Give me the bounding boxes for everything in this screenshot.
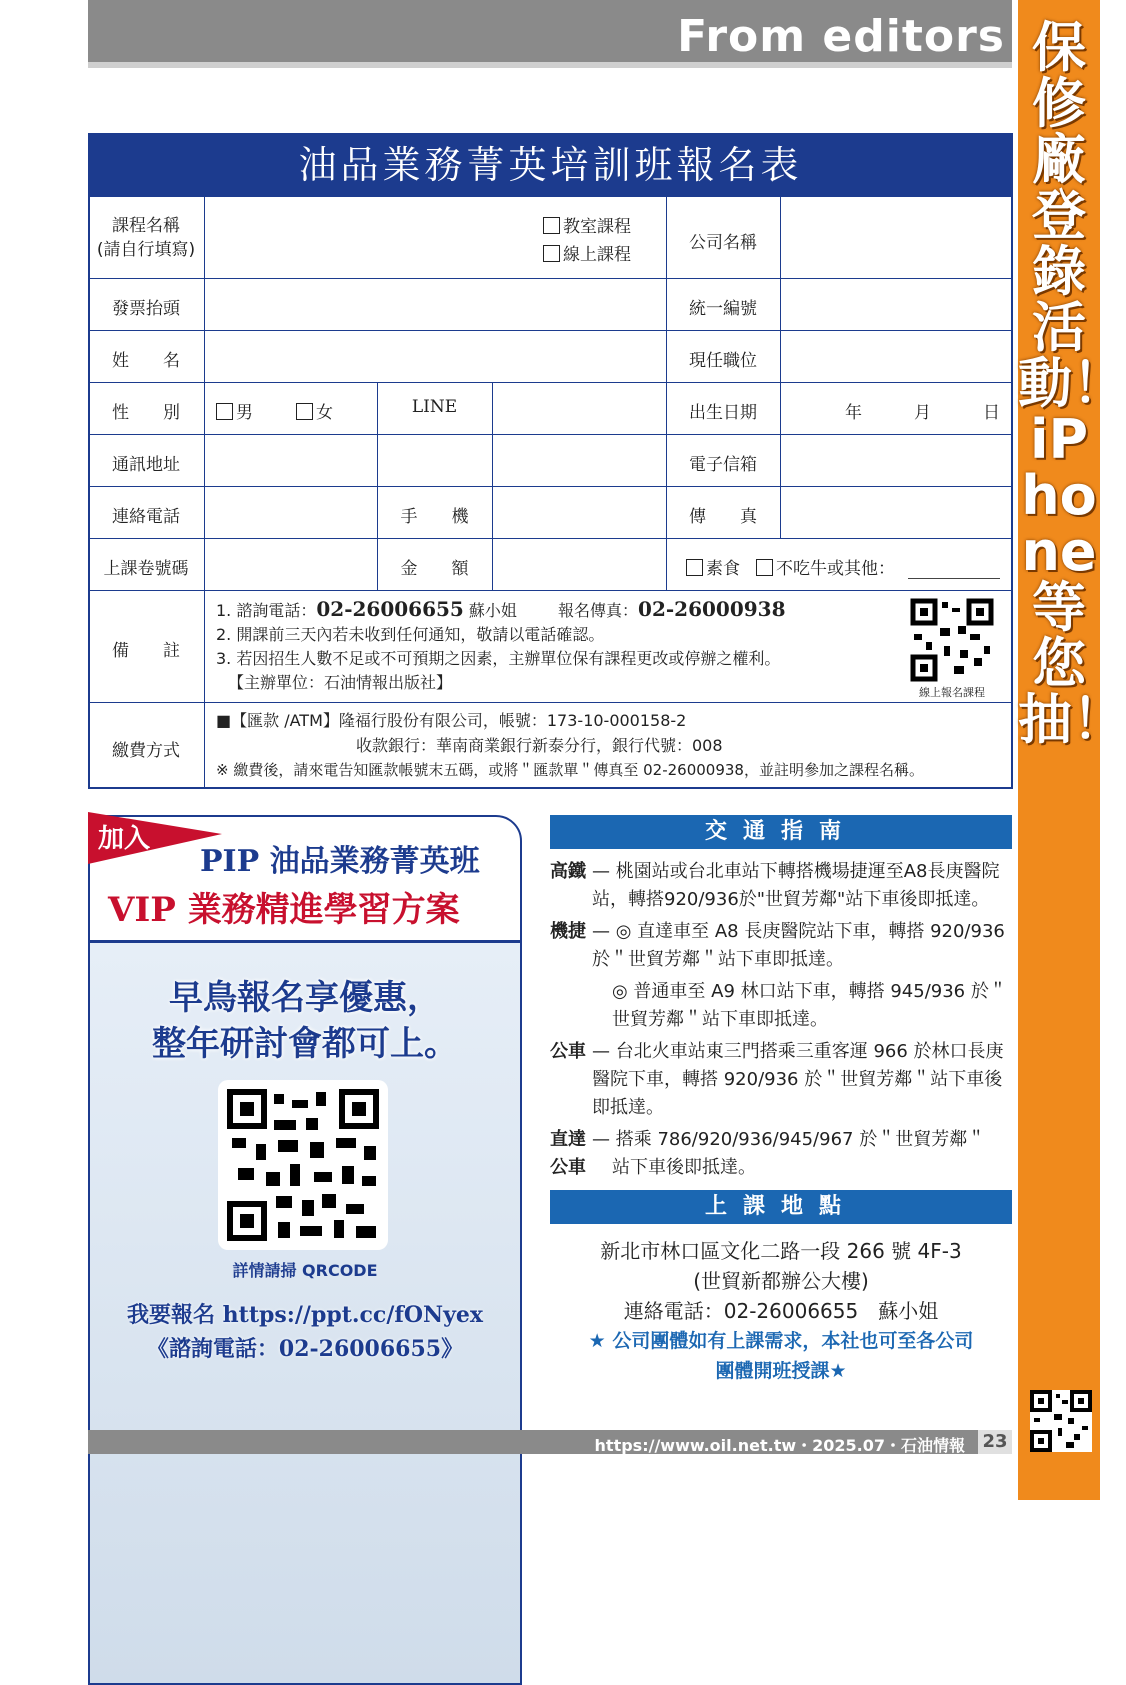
- row-divider: [88, 330, 1013, 331]
- join-badge: 加入: [98, 824, 151, 854]
- traffic-item: 公車 — 台北火車站東三門搭乘三重客運 966 於林口長庚醫院下車，轉搭 920/936 於＂世貿芳鄰＂站下車後即抵達。: [550, 1041, 1004, 1118]
- promo-phone: 《諮詢電話：02-26006655》: [146, 1336, 464, 1362]
- position-input[interactable]: [782, 332, 1010, 381]
- female-option[interactable]: 女: [296, 398, 333, 423]
- signup-link[interactable]: 我要報名 https://ppt.cc/fONyex: [127, 1302, 483, 1328]
- remark-line-2: 2. 開課前三天內若未收到任何通知，敬請以電話確認。: [216, 625, 605, 644]
- checkbox[interactable]: [543, 217, 560, 234]
- year-label: 年: [845, 403, 862, 423]
- form-qr-code[interactable]: [910, 598, 994, 682]
- no-beef-option[interactable]: 不吃牛或其他：: [756, 554, 895, 579]
- amount-input[interactable]: [494, 540, 664, 589]
- fax-input[interactable]: [782, 488, 1010, 537]
- tax-id-input[interactable]: [782, 280, 1010, 329]
- traffic-heading: 交通指南: [550, 815, 1012, 849]
- row-divider: [88, 486, 1013, 487]
- address-input[interactable]: [206, 436, 664, 485]
- online-option[interactable]: 線上課程: [543, 241, 631, 269]
- form-qr-caption: 線上報名課程: [919, 686, 985, 699]
- promo-line-1: PIP 油品業務菁英班: [200, 844, 480, 879]
- amount-label: 金 額: [400, 559, 469, 579]
- row-divider: [88, 702, 1013, 703]
- invoice-input[interactable]: [206, 280, 664, 329]
- name-label: 姓 名: [112, 351, 180, 371]
- venue-phone: 連絡電話：02-26006655 蘇小姐: [623, 1299, 939, 1323]
- course-name-label: 課程名稱: [112, 216, 180, 236]
- checkbox[interactable]: [543, 245, 560, 262]
- row-divider: [88, 538, 1013, 539]
- traffic-item: 直達 — 搭乘 786/920/936/945/967 於＂世貿芳鄰＂: [550, 1129, 986, 1150]
- tax-id-label: 統一編號: [689, 299, 757, 319]
- payment-account: ■【匯款 /ATM】隆福行股份有限公司，帳號：173-10-000158-2: [216, 711, 687, 730]
- position-label: 現任職位: [689, 351, 757, 371]
- venue-note-2: 團體開班授課★: [715, 1360, 847, 1382]
- form-title: 油品業務菁英培訓班報名表: [88, 133, 1013, 197]
- section-title: From editors: [677, 11, 1005, 62]
- invoice-label: 發票抬頭: [112, 299, 180, 319]
- day-label: 日: [983, 403, 1000, 423]
- footer-text: https://www.oil.net.tw・2025.07・石油情報: [594, 1436, 965, 1455]
- venue-heading: 上課地點: [550, 1190, 1012, 1224]
- line-input[interactable]: [494, 384, 664, 433]
- promo-line-2: VIP 業務精進學習方案: [108, 890, 460, 930]
- vegetarian-option[interactable]: 素食: [686, 554, 740, 579]
- line-label: LINE: [411, 397, 458, 417]
- remarks-label: 備 註: [112, 641, 180, 661]
- course-name-note: (請自行填寫): [96, 240, 196, 260]
- company-label: 公司名稱: [689, 233, 757, 253]
- checkbox[interactable]: [756, 559, 773, 576]
- signup-fax: 02-26000938: [638, 597, 786, 621]
- col-divider: [666, 197, 667, 590]
- venue-address: 新北市林口區文化二路一段 266 號 4F-3: [600, 1239, 962, 1263]
- company-input[interactable]: [782, 199, 1010, 277]
- promo-qr-code[interactable]: [218, 1080, 388, 1250]
- inquiry-phone: 02-26006655: [316, 597, 464, 621]
- row-divider: [88, 382, 1013, 383]
- mobile-input[interactable]: [494, 488, 664, 537]
- traffic-item: ◎ 普通車至 A9 林口站下車，轉搭 945/936 於＂世貿芳鄰＂站下車即抵達。: [612, 981, 1007, 1030]
- col-divider: [780, 197, 781, 538]
- payment-note: ※ 繳費後，請來電告知匯款帳號末五碼，或將＂匯款單＂傳真至 02-26000938，並註明參加之課程名稱。: [216, 761, 924, 779]
- promo-headline-2: 整年研討會都可上。: [152, 1024, 458, 1064]
- row-divider: [88, 434, 1013, 435]
- traffic-item: 高鐵 — 桃園站或台北車站下轉搭機場捷運至A8長庚醫院站，轉搭920/936於"世貿芳鄰"站下車後即抵達。: [550, 861, 1000, 910]
- mobile-label: 手 機: [400, 507, 469, 527]
- row-divider: [88, 278, 1013, 279]
- diet-other-line[interactable]: [908, 578, 1000, 579]
- email-label: 電子信箱: [689, 455, 757, 475]
- venue-building: (世貿新都辦公大樓): [693, 1269, 869, 1293]
- promo-divider: [88, 940, 522, 943]
- email-input[interactable]: [782, 436, 1010, 485]
- remark-line-1: 1. 諮詢電話：02-26006655 蘇小姐 報名傳真：02-26000938: [216, 597, 786, 621]
- checkbox[interactable]: [296, 403, 313, 420]
- promo-qr-caption: 詳情請掃 QRCODE: [232, 1261, 378, 1280]
- checkbox[interactable]: [216, 403, 233, 420]
- traffic-item: 公車 站下車後即抵達。: [550, 1157, 756, 1178]
- side-banner-text: 保修廠登錄活動！iPhone等您抽！: [1018, 16, 1126, 751]
- voucher-input[interactable]: [206, 540, 376, 589]
- name-input[interactable]: [206, 332, 664, 381]
- gender-label: 性 別: [112, 403, 180, 423]
- remark-line-3: 3. 若因招生人數不足或不可預期之因素，主辦單位保有課程更改或停辦之權利。: [216, 649, 781, 668]
- checkbox[interactable]: [686, 559, 703, 576]
- classroom-option[interactable]: 教室課程: [543, 213, 631, 241]
- payment-label: 繳費方式: [112, 741, 180, 761]
- phone-input[interactable]: [206, 488, 376, 537]
- address-label: 通訊地址: [112, 455, 180, 475]
- phone-label: 連絡電話: [112, 507, 180, 527]
- venue-note-1: ★ 公司團體如有上課需求，本社也可至各公司: [588, 1330, 974, 1352]
- col-divider: [492, 382, 493, 590]
- page-number: 23: [978, 1430, 1012, 1454]
- traffic-item: 機捷 — ◎ 直達車至 A8 長庚醫院站下車，轉搭 920/936 於＂世貿芳鄰＂站下車即抵達。: [550, 921, 1005, 970]
- course-name-input[interactable]: [206, 199, 536, 277]
- birth-label: 出生日期: [689, 403, 757, 423]
- row-divider: [88, 590, 1013, 591]
- payment-bank: 收款銀行：華南商業銀行新泰分行，銀行代號：008: [356, 736, 723, 755]
- fax-label: 傳 真: [689, 507, 757, 527]
- col-divider: [204, 197, 205, 787]
- month-label: 月: [914, 403, 931, 423]
- male-option[interactable]: 男: [216, 398, 253, 423]
- header-rule: [88, 62, 1012, 68]
- side-qr-code[interactable]: [1030, 1390, 1092, 1452]
- organizer: 【主辦單位：石油情報出版社】: [228, 673, 453, 692]
- voucher-label: 上課卷號碼: [103, 559, 189, 579]
- promo-headline-1: 早鳥報名享優惠，: [169, 978, 441, 1018]
